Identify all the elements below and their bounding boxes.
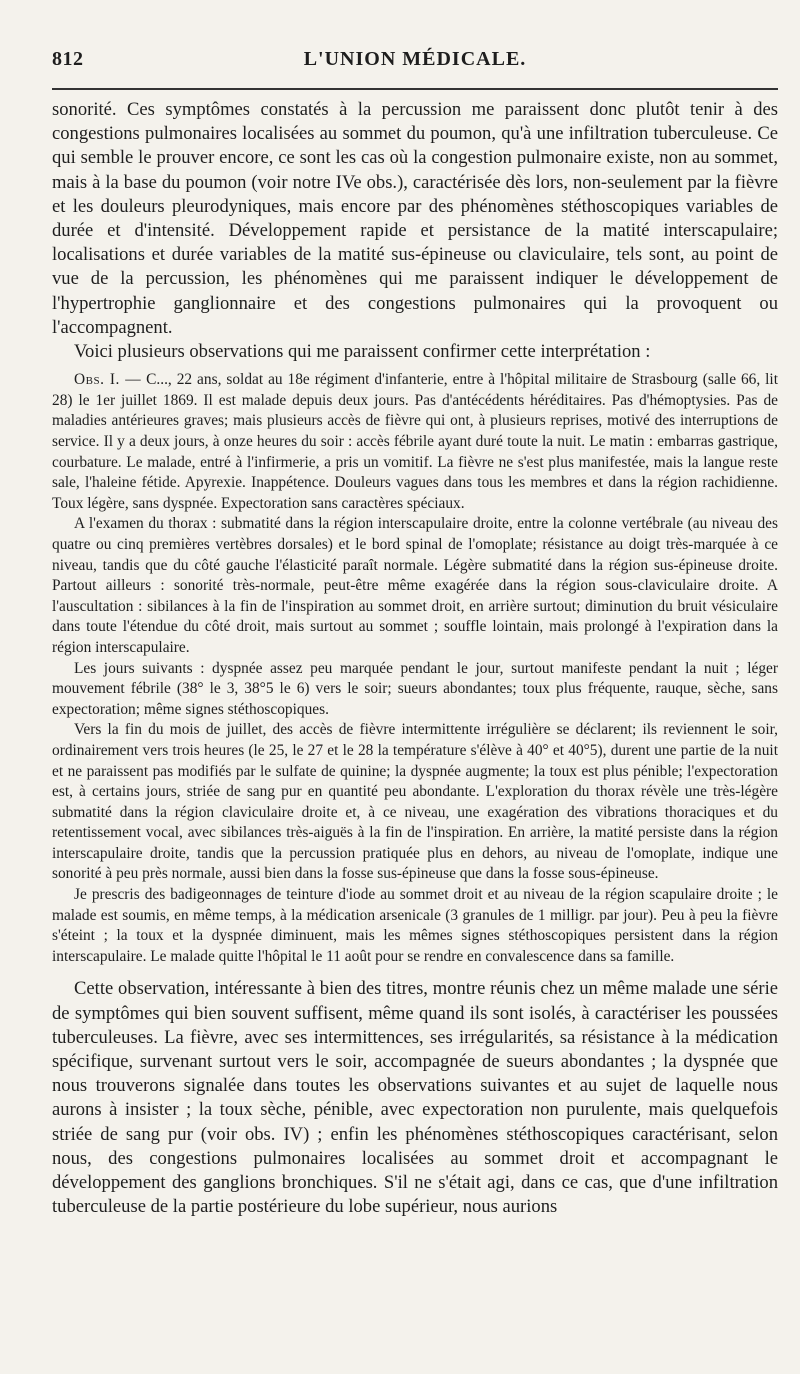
journal-title: L'UNION MÉDICALE.	[303, 48, 527, 70]
observation-label: Obs. I. —	[74, 371, 142, 389]
intro-paragraph: sonorité. Ces symptômes constatés à la percussion me paraissent donc plutôt tenir à des congestions pulmonaires localisées au sommet du poumon, qu'à une infiltration tuberculeuse. Ce qui semble le prouver encore, ce sont les cas où la congestion pulmonaire existe, non au sommet, mais à la base du poumon (voir notre IVe obs.), caractérisée dès lors, non-seulement par la fièvre et les douleurs pleurodyniques, mais encore par des phénomènes stéthoscopiques variables de durée et d'intensité. Développement rapide et persistance de la matité interscapulaire; localisations et durée variables de la matité sus-épineuse ou claviculaire, tels sont, au point de vue de la percussion, les phénomènes qui me paraissent indiquer le développement de l'hypertrophie ganglionnaire et des congestions pulmonaires qui la provoquent ou l'accompagnent.	[52, 99, 778, 338]
observation-text: C..., 22 ans, soldat au 18e régiment d'infanterie, entre à l'hôpital militaire de Strasbourg (salle 66, lit 28) le 1er juillet 1869. Il est malade depuis deux jours. Pas d'antécédents héréditaires. Pas d'hémoptysies. Pas de maladies antérieures graves; mais plusieurs accès de fièvre qui ont, à plusieurs reprises, motivé des interruptions de service. Il y a deux jours, à onze heures du soir : accès fébrile ayant duré toute la nuit. Le matin : embarras gastrique, courbature. Le malade, entré à l'infirmerie, a pris un vomitif. La fièvre ne s'est plus manifestée, mais la langue reste sale, l'haleine fétide. Apyrexie. Inappétence. Douleurs vagues dans tous les membres et dans la région rachidienne. Toux légère, sans dyspnée. Expectoration sans caractères spéciaux.	[52, 371, 778, 512]
observation-1	[52, 370, 778, 967]
closing-section	[52, 977, 778, 1219]
observation-first-paragraph	[52, 370, 778, 514]
observation-paragraph: A l'examen du thorax : submatité dans la région interscapulaire droite, entre la colonne vertébrale (au niveau des quatre ou cinq premières vertèbres dorsales) et le bord spinal de l'omoplate; résistance au doigt très-marquée à ce niveau, tandis que du côté gauche l'élasticité paraît normale. Légère submatité dans la région sus-épineuse droite. Partout ailleurs : sonorité très-normale, peut-être même exagérée dans la région sous-claviculaire droite. A l'auscultation : sibilances à la fin de l'inspiration au sommet droit, en arrière surtout; diminution du bruit vésiculaire dans toute l'étendue du côté droit, mais surtout au sommet ; souffle lointain, mais prolongé à l'expiration dans la région interscapulaire.	[52, 515, 778, 656]
intro-section	[52, 98, 778, 364]
running-head	[52, 48, 778, 78]
observation-paragraph: Les jours suivants : dyspnée assez peu marquée pendant le jour, surtout manifeste pendant la nuit ; léger mouvement fébrile (38° le 3, 38°5 le 6) vers le soir; sueurs abondantes; toux plus fréquente, rauque, sèche, sans expectoration; même signes stéthoscopiques.	[52, 659, 778, 718]
observation-paragraph: Je prescris des badigeonnages de teinture d'iode au sommet droit et au niveau de la région scapulaire droite ; le malade est soumis, en même temps, à la médication arsenicale (3 granules de 1 milligr. par jour). Peu à peu la fièvre s'éteint ; la toux et la dyspnée diminuent, mais les mêmes signes stéthoscopiques persistent dans la région interscapulaire. Le malade quitte l'hôpital le 11 août pour se rendre en convalescence dans sa famille.	[52, 886, 778, 965]
closing-paragraph: Cette observation, intéressante à bien des titres, montre réunis chez un même malade une série de symptômes qui bien souvent suffisent, même quand ils sont isolés, à caractériser les poussées tuberculeuses. La fièvre, avec ses intermittences, ses irrégularités, sa résistance à la médication spécifique, survenant surtout vers le soir, accompagnée de sueurs abondantes ; la dyspnée que nous trouverons signalée dans toutes les observations suivantes et au sujet de laquelle nous aurons à insister ; la toux sèche, pénible, avec expectoration non purulente, mais quelquefois striée de sang pur (voir obs. IV) ; enfin les phénomènes stéthoscopiques caractérisant, selon nous, des congestions pulmonaires localisées au sommet droit et accompagnant le développement des ganglions bronchiques. S'il ne s'était agi, dans ce cas, que d'une infiltration tuberculeuse de la partie postérieure du lobe supérieur, nous aurions	[52, 978, 778, 1218]
intro-paragraph-lead-in: Voici plusieurs observations qui me paraissent confirmer cette interprétation :	[74, 341, 651, 363]
observation-paragraph: Vers la fin du mois de juillet, des accès de fièvre intermittente irrégulière se déclarent; ils reviennent le soir, ordinairement vers trois heures (le 25, le 27 et le 28 la température s'élève à 40° et 40°5), durent une partie de la nuit et ne paraissent pas modifiés par le sulfate de quinine; la dyspnée augmente; la toux est plus pénible; l'expectoration est, à certains jours, striée de sang pur en quantité peu abondante. L'exploration du thorax révèle une très-légère submatité dans la région claviculaire droite et, à ce niveau, une exagération des vibrations thoraciques et du retentissement vocal, avec sibilances très-aiguës à la fin de l'inspiration. En arrière, la matité persiste dans la région interscapulaire droite, tandis que la percussion pratiquée plus en dehors, au niveau de l'omoplate, indique une sonorité à peu près normale, aussi bien dans la fosse sus-épineuse que dans la fosse sous-épineuse.	[52, 721, 778, 883]
page-number: 812	[52, 48, 84, 70]
header-rule	[52, 88, 778, 90]
